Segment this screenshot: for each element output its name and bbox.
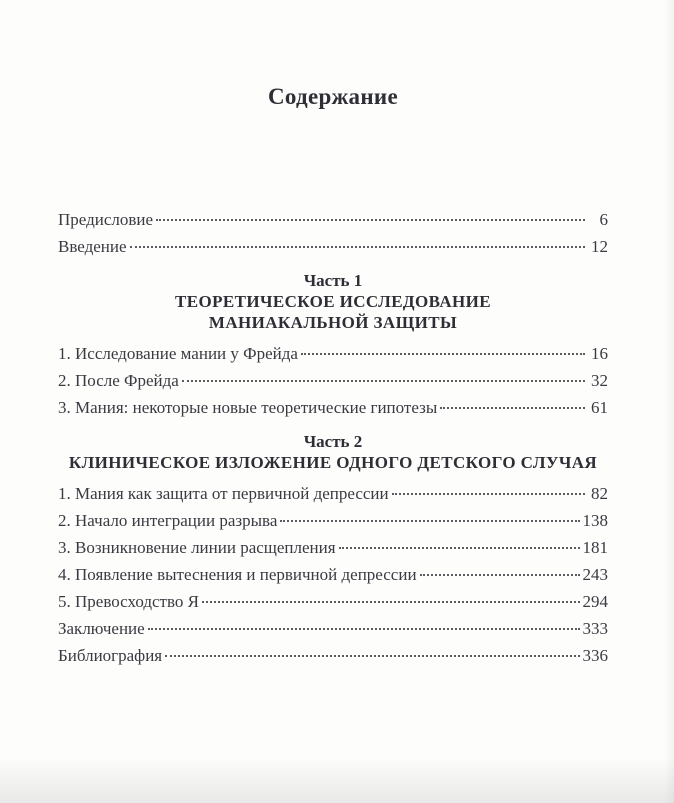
toc-entry-label: Библиография — [58, 646, 163, 665]
front-matter-entries — [58, 206, 608, 260]
toc-entry-label: Введение — [58, 237, 127, 256]
toc-entry — [58, 561, 608, 588]
toc-entry-label: 1. Мания как защита от первичной депрессии — [58, 484, 389, 503]
dot-leader — [165, 655, 579, 657]
toc-entry — [58, 206, 608, 233]
toc-entry-label: 1. Исследование мании у Фрейда — [58, 344, 298, 363]
part-2-section — [58, 431, 608, 615]
toc-entry-label: 5. Превосходство Я — [58, 592, 199, 611]
toc-entry — [58, 588, 608, 615]
dot-leader — [182, 380, 585, 382]
toc-entry — [58, 642, 608, 669]
toc-entry — [58, 615, 608, 642]
toc-entry — [58, 367, 608, 394]
table-of-contents — [0, 84, 674, 669]
toc-entry-label: Заключение — [58, 619, 145, 638]
toc-entry-page: 333 — [582, 619, 608, 638]
dot-leader — [202, 601, 580, 603]
toc-entry-page: 138 — [582, 511, 608, 530]
toc-entry-page: 6 — [599, 210, 608, 229]
part-2-heading: Часть 2 — [303, 432, 363, 451]
toc-entry-label: 2. Начало интеграции разрыва — [58, 511, 278, 530]
dot-leader — [420, 574, 580, 576]
toc-entry-page: 243 — [582, 565, 608, 584]
dot-leader — [156, 219, 585, 221]
dot-leader — [440, 407, 585, 409]
toc-entry-label: 3. Возникновение линии расщепления — [58, 538, 336, 557]
page-title: Содержание — [268, 84, 398, 109]
back-matter-entries — [58, 615, 608, 669]
toc-entry-label: 3. Мания: некоторые новые теоретические гипотезы — [58, 398, 438, 417]
dot-leader — [339, 547, 580, 549]
dot-leader — [301, 353, 585, 355]
toc-entry-page: 16 — [591, 344, 608, 363]
toc-entry-page: 294 — [582, 592, 608, 611]
toc-entry-page: 61 — [591, 398, 608, 417]
toc-entry-label: 4. Появление вытеснения и первичной депрессии — [58, 565, 417, 584]
toc-entry — [58, 340, 608, 367]
toc-entry-page: 32 — [591, 371, 608, 390]
toc-entry-label: 2. После Фрейда — [58, 371, 179, 390]
dot-leader — [392, 493, 585, 495]
part-1-section — [58, 270, 608, 421]
part-1-heading: Часть 1 — [303, 271, 363, 290]
toc-entry — [58, 534, 608, 561]
part-1-title-line2: МАНИАКАЛЬНОЙ ЗАЩИТЫ — [208, 313, 458, 332]
part-2-entries — [58, 480, 608, 615]
part-1-entries — [58, 340, 608, 421]
part-1-title-line1: ТЕОРЕТИЧЕСКОЕ ИССЛЕДОВАНИЕ — [174, 292, 491, 311]
toc-entry — [58, 394, 608, 421]
dot-leader — [130, 246, 585, 248]
toc-entry-label: Предисловие — [58, 210, 154, 229]
toc-entry — [58, 507, 608, 534]
toc-entry-page: 336 — [582, 646, 608, 665]
toc-entry-page: 181 — [582, 538, 608, 557]
toc-entry — [58, 233, 608, 260]
dot-leader — [148, 628, 580, 630]
part-2-title: КЛИНИЧЕСКОЕ ИЗЛОЖЕНИЕ ОДНОГО ДЕТСКОГО СЛУЧАЯ — [68, 453, 598, 472]
toc-entry — [58, 480, 608, 507]
dot-leader — [280, 520, 579, 522]
toc-entry-page: 82 — [591, 484, 608, 503]
toc-entry-page: 12 — [591, 237, 608, 256]
